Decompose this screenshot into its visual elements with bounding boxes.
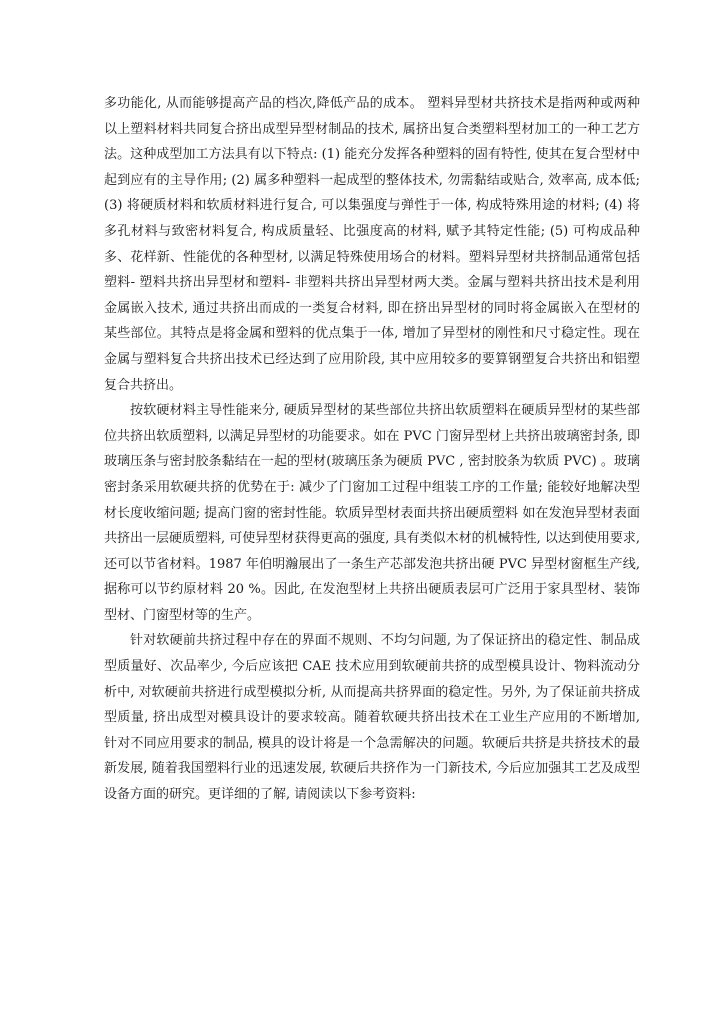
paragraph-intro: 多功能化, 从而能够提高产品的档次,降低产品的成本。 塑料异型材共挤技术是指两种或两种以上塑料材料共同复合挤出成型异型材制品的技术, 属挤出复合类塑料型材加工的一种工艺方法。这种成型加工方法具有以下特点: (1) 能充分发挥各种塑料的固有特性, 使其在复合型材中起到应有的主导作用; (2) 属多种塑料一起成型的整体技术, 勿需黏结或贴合, 效率高, 成本低; (3) 将硬质材料和软质材料进行复合, 可以集强度与弹性于一体, 构成特殊用途的材料; (4) 将多孔材料与致密材料复合, 构成质量轻、比强度高的材料, 赋予其特定性能; (5) 可构成品种多、花样新、性能优的各种型材, 以满足特殊使用场合的材料。塑料异型材共挤制品通常包括塑料- 塑料共挤出异型材和塑料- 非塑料共挤出异型材两大类。金属与塑料共挤出技术是利用金属嵌入技术, 通过共挤出而成的一类复合材料, 即在挤出异型材的同时将金属嵌入在型材的某些部位。其特点是将金属和塑料的优点集于一体, 增加了异型材的刚性和尺寸稳定性。现在金属与塑料复合共挤出技术已经达到了应用阶段, 其中应用较多的要算钢塑复合共挤出和铝塑复合共挤出。 <box>104 96 640 393</box>
paragraph-outlook: 针对软硬前共挤过程中存在的界面不规则、不均匀问题, 为了保证挤出的稳定性、制品成型质量好、次品率少, 今后应该把 CAE 技术应用到软硬前共挤的成型模具设计、物料流动分析中, 对软硬前共挤进行成型模拟分析, 从而提高共挤界面的稳定性。另外, 为了保证前共挤成型质量, 挤出成型对模具设计的要求较高。随着软硬共挤出技术在工业生产应用的不断增加, 针对不同应用要求的制品, 模具的设计将是一个急需解决的问题。软硬后共挤是共挤技术的最新发展, 随着我国塑料行业的迅速发展, 软硬后共挤作为一门新技术, 今后应加强其工艺及成型设备方面的研究。更详细的了解, 请阅读以下参考资料: <box>104 633 640 803</box>
body-text <box>104 91 640 808</box>
paragraph-soft-hard: 按软硬材料主导性能来分, 硬质异型材的某些部位共挤出软质塑料在硬质异型材的某些部位共挤出软质塑料, 以满足异型材的功能要求。如在 PVC 门窗异型材上共挤出玻璃密封条, 即玻璃压条与密封胶条黏结在一起的型材(玻璃压条为硬质 PVC , 密封胶条为软质 PVC) 。玻璃密封条采用软硬共挤的优势在于: 减少了门窗加工过程中组装工序的工作量; 能较好地解决型材长度收缩问题; 提高门窗的密封性能。软质异型材表面共挤出硬质塑料 如在发泡异型材表面共挤出一层硬质塑料, 可使异型材获得更高的强度, 具有类似木材的机械特性, 以达到使用要求, 还可以节省材料。1987 年伯明瀚展出了一条生产芯部发泡共挤出硬 PVC 异型材窗框生产线, 据称可以节约原材料 20 %。因此, 在发泡型材上共挤出硬质表层可广泛用于家具型材、装饰型材、门窗型材等的生产。 <box>104 403 640 623</box>
